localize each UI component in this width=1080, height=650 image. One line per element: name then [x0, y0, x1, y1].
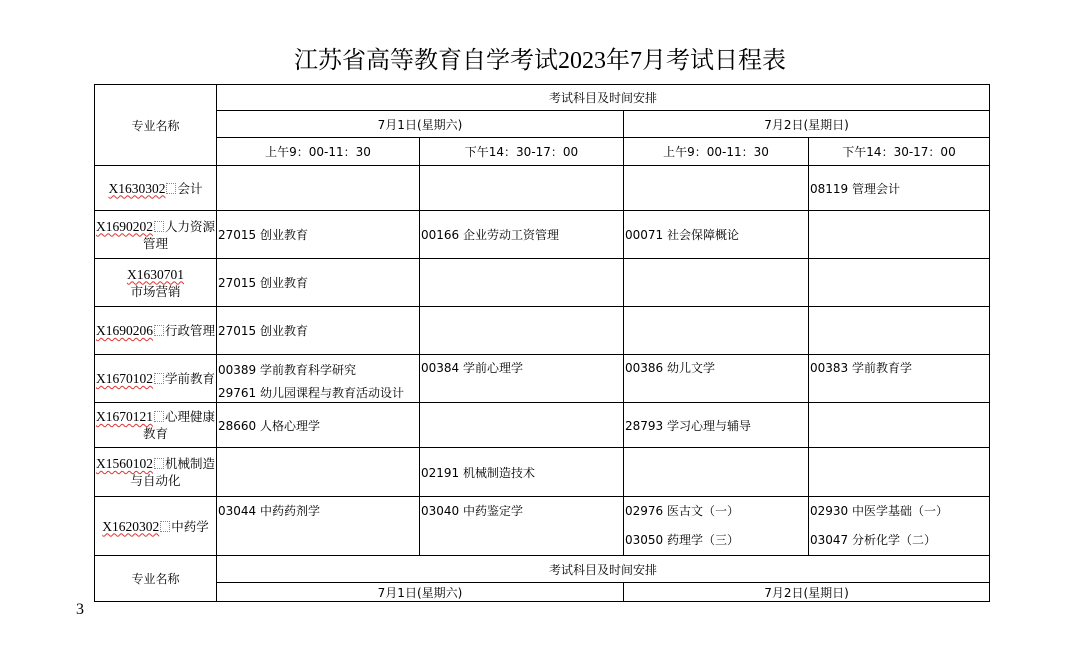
major-cell: X1690206 行政管理 [95, 307, 217, 355]
major-cell: X1670102 学前教育 [95, 355, 217, 403]
day-header: 7月1日(星期六) [217, 111, 624, 138]
exam-cell [624, 307, 809, 355]
day-header: 7月1日(星期六) [217, 583, 624, 602]
exam-cell: 08119 管理会计 [809, 166, 990, 211]
exam-cell: 28660 人格心理学 [217, 403, 420, 448]
separator-glyph-icon [154, 221, 164, 232]
table-row [95, 211, 990, 259]
day-header: 7月2日(星期日) [624, 111, 990, 138]
exam-cell [624, 166, 809, 211]
exam-cell: 02976 医古文（一） 03050 药理学（三） [624, 497, 809, 556]
schedule-header: 考试科目及时间安排 [217, 85, 990, 111]
page-title: 江苏省高等教育自学考试2023年7月考试日程表 [294, 48, 786, 74]
major-cell: X1670121 心理健康教育 [95, 403, 217, 448]
exam-cell [420, 403, 624, 448]
exam-cell: 00386 幼儿文学 [624, 355, 809, 403]
schedule-header: 考试科目及时间安排 [217, 556, 990, 583]
exam-cell [420, 307, 624, 355]
exam-cell [809, 448, 990, 497]
exam-cell: 00384 学前心理学 [420, 355, 624, 403]
exam-cell [624, 448, 809, 497]
major-header: 专业名称 [95, 85, 217, 166]
separator-glyph-icon [154, 325, 164, 336]
exam-cell [809, 211, 990, 259]
table-row [95, 307, 990, 355]
major-cell: X1560102 机械制造与自动化 [95, 448, 217, 497]
exam-cell [809, 307, 990, 355]
separator-glyph-icon [166, 183, 176, 194]
exam-cell [217, 448, 420, 497]
exam-cell: 02930 中医学基础（一） 03047 分析化学（二） [809, 497, 990, 556]
day-header: 7月2日(星期日) [624, 583, 990, 602]
exam-cell: 00166 企业劳动工资管理 [420, 211, 624, 259]
table-row [95, 259, 990, 307]
exam-cell: 00383 学前教育学 [809, 355, 990, 403]
exam-cell [809, 403, 990, 448]
exam-cell: 28793 学习心理与辅导 [624, 403, 809, 448]
exam-cell: 27015 创业教育 [217, 259, 420, 307]
major-cell: X1630701 市场营销 [95, 259, 217, 307]
exam-cell [624, 259, 809, 307]
major-cell: X1690202 人力资源管理 [95, 211, 217, 259]
table-row [95, 448, 990, 497]
exam-cell: 03044 中药药剂学 [217, 497, 420, 556]
exam-cell: 27015 创业教育 [217, 211, 420, 259]
separator-glyph-icon [154, 458, 164, 469]
table-row [95, 166, 990, 211]
exam-cell: 02191 机械制造技术 [420, 448, 624, 497]
exam-cell [420, 259, 624, 307]
table-row [95, 355, 990, 403]
page-number: 3 [76, 601, 84, 618]
slot-header: 下午14：30-17：00 [420, 138, 624, 166]
slot-header: 上午9：00-11：30 [217, 138, 420, 166]
table-row [95, 403, 990, 448]
exam-cell: 27015 创业教育 [217, 307, 420, 355]
major-cell: X1630302 会计 [95, 166, 217, 211]
exam-cell: 00389 学前教育科学研究 29761 幼儿园课程与教育活动设计 [217, 355, 420, 403]
exam-cell [217, 166, 420, 211]
exam-schedule-table [94, 84, 990, 602]
slot-header: 上午9：00-11：30 [624, 138, 809, 166]
major-cell: X1620302 中药学 [95, 497, 217, 556]
separator-glyph-icon [154, 373, 164, 384]
exam-cell: 03040 中药鉴定学 [420, 497, 624, 556]
major-header: 专业名称 [95, 556, 217, 602]
exam-cell [420, 166, 624, 211]
table-row [95, 497, 990, 556]
separator-glyph-icon [154, 411, 164, 422]
exam-cell: 00071 社会保障概论 [624, 211, 809, 259]
slot-header: 下午14：30-17：00 [809, 138, 990, 166]
exam-cell [809, 259, 990, 307]
separator-glyph-icon [160, 521, 170, 532]
